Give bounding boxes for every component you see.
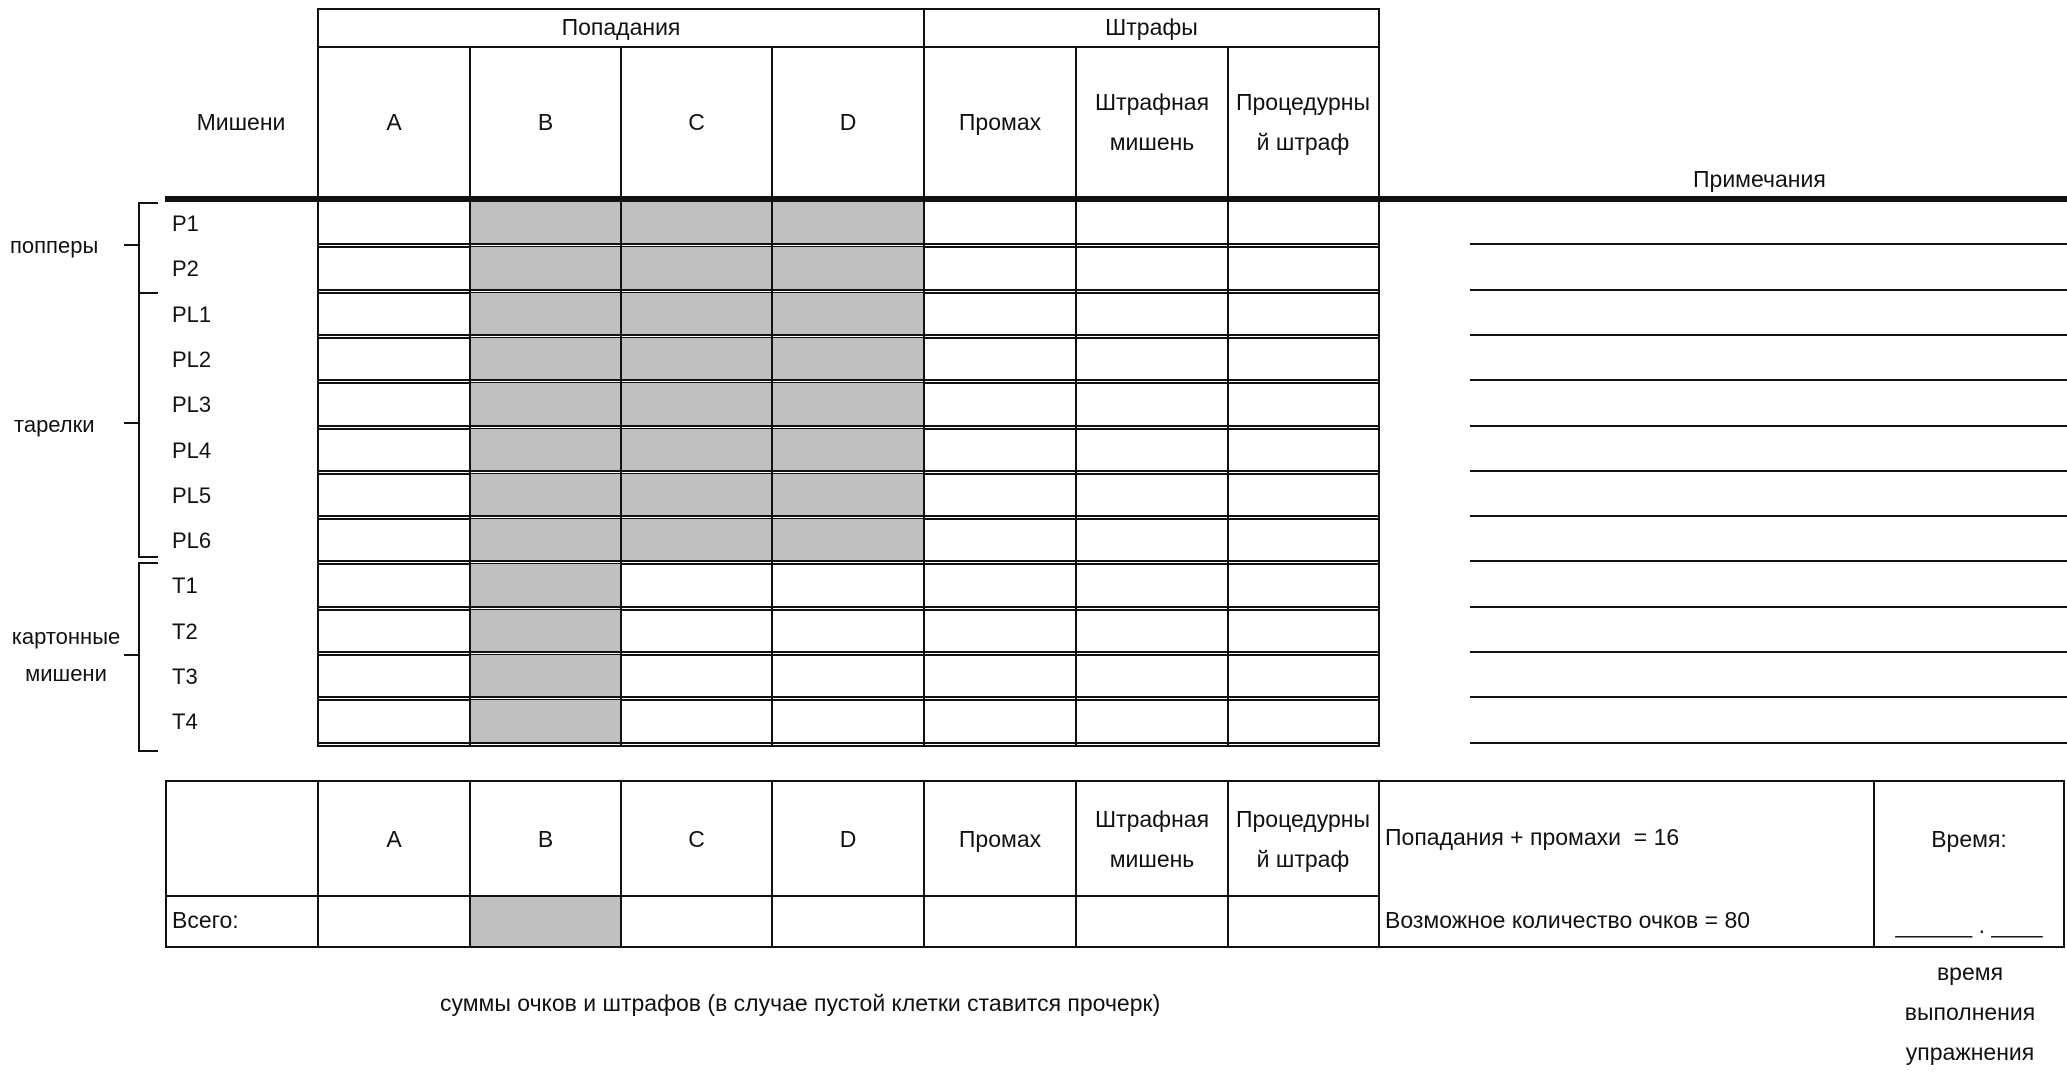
grid-vline [1378, 700, 1380, 745]
brace-poppers-tip [124, 244, 138, 246]
penalty-target-header: Штрафная мишень [1094, 89, 1210, 155]
grid-vline [771, 429, 773, 474]
gray-cell [773, 519, 923, 562]
group-cardboard: картонные мишени [11, 624, 121, 686]
grid-vline [771, 655, 773, 700]
brace-poppers [138, 202, 158, 294]
notes-line[interactable] [1470, 651, 2067, 653]
grid-vline [771, 202, 773, 247]
grid-vline [1227, 655, 1229, 700]
grid-vline [620, 293, 622, 338]
grid-vline [317, 474, 319, 519]
grid-vline [923, 519, 925, 564]
grid-vline [1075, 247, 1077, 292]
grid-vline [923, 700, 925, 745]
grid-vline [1378, 293, 1380, 338]
totals-zone-a: A [386, 825, 402, 852]
time-caption: время выполнения упражнения [1904, 959, 2036, 1065]
grid-vline [317, 700, 319, 745]
grid-vline [923, 429, 925, 474]
grid-vline [1075, 202, 1077, 247]
hits-group-header: Попадания [561, 14, 681, 40]
gray-cell [622, 202, 771, 245]
grid-vline [1378, 564, 1380, 609]
grid-vline [469, 474, 471, 519]
gray-cell [471, 247, 620, 290]
grid-vline [1075, 564, 1077, 609]
time-label: Время: [1931, 825, 2007, 852]
gray-cell [622, 474, 771, 517]
row-bottom-line [317, 289, 1380, 291]
row-label: T2 [172, 618, 198, 644]
notes-line[interactable] [1470, 742, 2067, 744]
notes-line[interactable] [1470, 560, 2067, 562]
gray-cell [622, 519, 771, 562]
grid-vline [620, 655, 622, 700]
grid-vline [1227, 383, 1229, 428]
gray-cell [773, 202, 923, 245]
row-bottom-line [317, 379, 1380, 381]
row-bottom-line [317, 696, 1380, 698]
row-label: T3 [172, 664, 198, 689]
grid-vline [1378, 519, 1380, 564]
notes-line[interactable] [1470, 289, 2067, 291]
group-plates: тарелки [14, 412, 95, 437]
group-poppers: попперы [10, 233, 99, 258]
grid-vline [1227, 564, 1229, 609]
gray-cell [622, 293, 771, 336]
grid-vline [620, 247, 622, 292]
notes-line[interactable] [1470, 515, 2067, 517]
grid-vline [1227, 293, 1229, 338]
zone-c-header: C [688, 109, 705, 135]
targets-header: Мишени [196, 109, 286, 135]
row-label: T4 [172, 709, 198, 735]
notes-line[interactable] [1470, 334, 2067, 336]
grid-vline [771, 519, 773, 564]
row-label: PL3 [172, 392, 212, 418]
hits-plus-misses: Попадания + промахи = 16 [1385, 824, 1680, 850]
gray-cell [622, 429, 771, 472]
grid-vline [771, 700, 773, 745]
grid-vline [923, 564, 925, 609]
grid-vline [771, 610, 773, 655]
row-label: PL1 [172, 301, 212, 327]
gray-cell [471, 564, 620, 607]
thick-separator [165, 196, 2067, 202]
grid-vline [1227, 247, 1229, 292]
grid-vline [469, 247, 471, 292]
grid-vline [771, 564, 773, 609]
grid-vline [469, 293, 471, 338]
grid-vline [317, 655, 319, 700]
total-label: Всего: [172, 907, 239, 933]
grid-vline [1227, 46, 1229, 200]
gray-cell [622, 383, 771, 426]
gray-cell [471, 293, 620, 336]
totals-vline [1378, 780, 1380, 948]
grid-vline [1075, 46, 1077, 200]
row-bottom-line [317, 651, 1380, 653]
zone-a-header: A [386, 109, 402, 135]
gray-cell [471, 383, 620, 426]
grid-vline [1378, 338, 1380, 383]
totals-procedural: Процедурный штраф [1235, 805, 1370, 872]
grid-vline [771, 474, 773, 519]
totals-miss: Промах [958, 825, 1042, 852]
grid-vline [620, 564, 622, 609]
row-bottom-line [317, 243, 1380, 245]
row-bottom-line [317, 515, 1380, 517]
grid-vline [1075, 293, 1077, 338]
grid-vline [317, 383, 319, 428]
grid-vline [469, 202, 471, 247]
totals-vline [1227, 780, 1229, 948]
gray-cell [471, 429, 620, 472]
gray-cell [773, 474, 923, 517]
grid-vline [317, 519, 319, 564]
grid-vline [1075, 700, 1077, 745]
brace-plates-tip [124, 422, 138, 424]
grid-vline [1227, 202, 1229, 247]
grid-vline [469, 429, 471, 474]
notes-header: Примечания [1693, 166, 1826, 192]
grid-vline [923, 247, 925, 292]
grid-vline [771, 293, 773, 338]
grid-vline [1378, 429, 1380, 474]
time-input-blank[interactable]: ______ . ____ [1895, 912, 2043, 938]
grid-vline [1075, 655, 1077, 700]
grid-vline [771, 247, 773, 292]
grid-vline [1075, 383, 1077, 428]
totals-penalty-target: Штрафная мишень [1094, 805, 1210, 872]
grid-vline [771, 383, 773, 428]
grid-vline [1378, 610, 1380, 655]
grid-vline [923, 655, 925, 700]
row-label: P1 [172, 211, 199, 236]
grid-vline [923, 293, 925, 338]
grid-vline [1378, 247, 1380, 292]
grid-vline [317, 202, 319, 247]
gray-cell [773, 383, 923, 426]
grid-vline [1378, 202, 1380, 247]
row-label: PL4 [172, 437, 212, 463]
grid-vline [620, 338, 622, 383]
gray-cell [622, 247, 771, 290]
notes-line[interactable] [1470, 425, 2067, 427]
grid-vline [469, 338, 471, 383]
row-label: PL6 [172, 528, 212, 554]
grid-vline [469, 519, 471, 564]
notes-line[interactable] [1470, 696, 2067, 698]
grid-vline [1378, 383, 1380, 428]
totals-vline [165, 780, 167, 948]
brace-cardboard [138, 562, 158, 752]
grid-vline [469, 655, 471, 700]
grid-vline [1378, 474, 1380, 519]
totals-vline [2063, 780, 2065, 948]
gray-cell [471, 610, 620, 653]
grid-vline [620, 700, 622, 745]
gray-cell [471, 519, 620, 562]
grid-vline [317, 429, 319, 474]
grid-vline [923, 338, 925, 383]
grid-vline [1378, 8, 1380, 200]
grid-vline [317, 338, 319, 383]
totals-zone-d: D [839, 825, 857, 852]
gray-cell [471, 700, 620, 743]
gray-cell [622, 338, 771, 381]
grid-vline [923, 474, 925, 519]
grid-vline [1075, 338, 1077, 383]
grid-vline [1227, 519, 1229, 564]
totals-zone-b: B [537, 825, 554, 852]
grid-vline [317, 247, 319, 292]
row-bottom-line [317, 334, 1380, 336]
grid-vline [1075, 429, 1077, 474]
grid-vline [1075, 610, 1077, 655]
penalties-group-header: Штрафы [1105, 14, 1198, 40]
grid-vline [771, 338, 773, 383]
grid-vline [620, 610, 622, 655]
procedural-penalty-header: Процедурный штраф [1235, 89, 1370, 155]
grid-vline [620, 474, 622, 519]
max-points: Возможное количество очков = 80 [1385, 907, 1751, 933]
gray-cell [773, 429, 923, 472]
gray-cell [471, 474, 620, 517]
notes-line[interactable] [1470, 606, 2067, 608]
miss-header: Промах [958, 109, 1042, 135]
gray-cell [773, 338, 923, 381]
grid-vline [620, 383, 622, 428]
brace-cardboard-tip [124, 654, 138, 656]
grid-vline [1227, 338, 1229, 383]
gray-cell [471, 338, 620, 381]
grid-vline [1075, 519, 1077, 564]
row-label: PL2 [172, 346, 212, 372]
grid-vline [923, 202, 925, 247]
zone-d-header: D [839, 109, 857, 135]
grid-vline [1227, 474, 1229, 519]
row-label: P2 [172, 256, 199, 282]
grid-vline [1227, 700, 1229, 745]
grid-vline [317, 293, 319, 338]
grid-vline [620, 519, 622, 564]
grid-vline [1075, 474, 1077, 519]
row-bottom-line [317, 425, 1380, 427]
grid-vline [1227, 610, 1229, 655]
grid-vline [469, 610, 471, 655]
totals-gray-b [471, 897, 620, 946]
grid-vline [317, 564, 319, 609]
totals-bottom-border [165, 946, 2065, 948]
gray-cell [471, 655, 620, 698]
grid-vline [1227, 429, 1229, 474]
row-bottom-line [317, 742, 1380, 744]
grid-vline [1378, 655, 1380, 700]
totals-zone-c: C [688, 825, 705, 852]
row-bottom-line [317, 560, 1380, 562]
grid-vline [469, 700, 471, 745]
notes-line[interactable] [1470, 470, 2067, 472]
row-bottom-line [317, 745, 1380, 747]
notes-line[interactable] [1470, 243, 2067, 245]
grid-vline [620, 202, 622, 247]
brace-plates [138, 292, 158, 558]
grid-vline [469, 564, 471, 609]
row-label: T1 [172, 573, 198, 599]
gray-cell [773, 247, 923, 290]
gray-cell [471, 202, 620, 245]
grid-vline [923, 610, 925, 655]
gray-cell [773, 293, 923, 336]
notes-line[interactable] [1470, 379, 2067, 381]
grid-vline [620, 429, 622, 474]
grid-vline [469, 383, 471, 428]
grid-vline [923, 383, 925, 428]
totals-vline [1075, 780, 1077, 948]
row-bottom-line [317, 470, 1380, 472]
row-label: PL5 [172, 482, 212, 508]
zone-b-header: B [537, 109, 554, 135]
row-bottom-line [317, 606, 1380, 608]
grid-vline [317, 610, 319, 655]
footnote: суммы очков и штрафов (в случае пустой клетки ставится прочерк) [440, 990, 1161, 1016]
